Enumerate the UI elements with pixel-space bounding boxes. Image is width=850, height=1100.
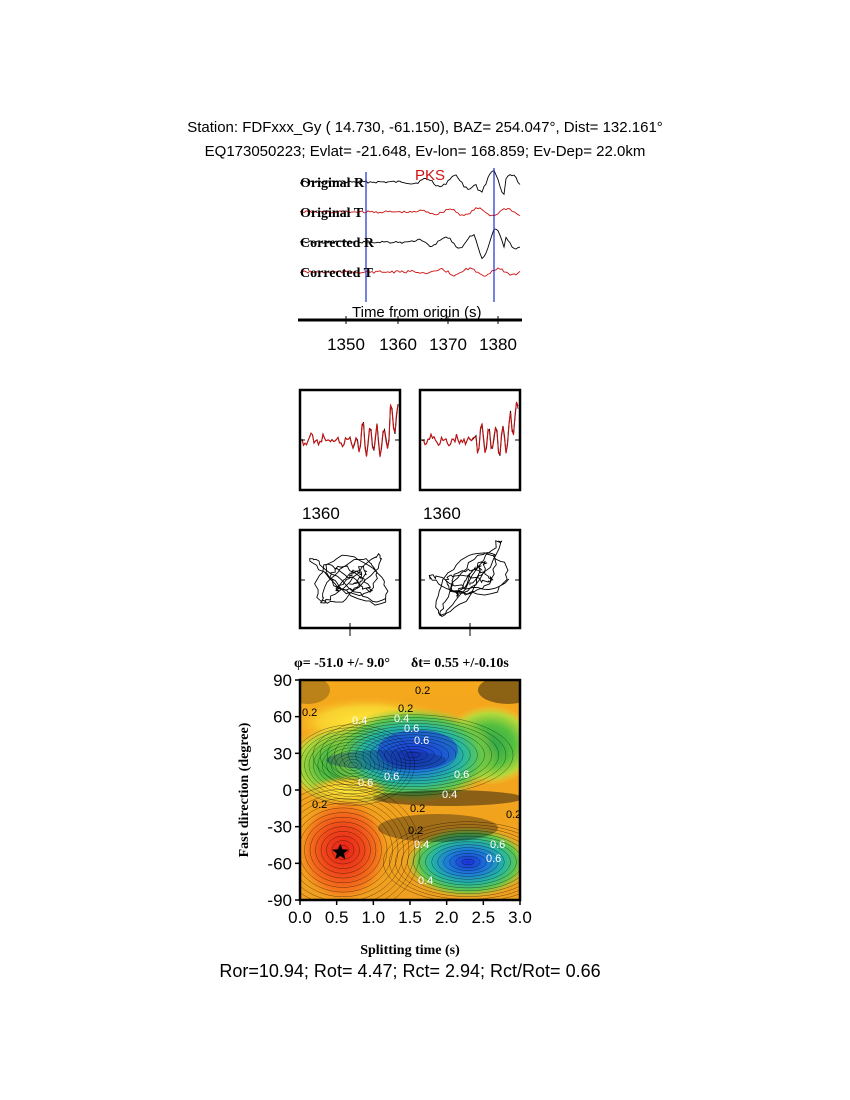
contour-label: 0.4 <box>442 789 458 801</box>
x-axis-ticks <box>288 900 532 927</box>
contour-label: 0.4 <box>418 875 434 887</box>
x-tick-label: 2.0 <box>434 908 459 927</box>
y-tick-label: 30 <box>273 744 292 764</box>
x-tick-label: 1.5 <box>398 908 422 927</box>
contour-label: 0.2 <box>312 799 328 811</box>
waveform-tick-label-left: 1360 <box>302 504 340 523</box>
x-axis-label: Splitting time (s) <box>360 943 460 958</box>
plot-title-phi: φ= -51.0 +/- 9.0° <box>294 656 391 671</box>
contour-label: 0.2 <box>415 685 431 697</box>
y-tick-label: -60 <box>267 854 292 874</box>
waveform-box-right <box>420 390 520 490</box>
splitting-contour-plot <box>228 650 538 965</box>
y-axis-label: Fast direction (degree) <box>237 722 252 858</box>
phase-label: PKS <box>415 167 446 184</box>
y-tick-label: 0 <box>282 781 292 800</box>
contour-label: 0.6 <box>454 769 470 781</box>
contour-label: 0.4 <box>352 715 368 727</box>
plot-title-dt: δt= 0.55 +/-0.10s <box>411 656 509 671</box>
y-tick-label: -30 <box>267 817 292 837</box>
contour-label: 0.6 <box>384 771 400 783</box>
time-axis-label: Time from origin (s) <box>352 304 482 321</box>
contour-label: 0.4 <box>394 713 410 725</box>
time-tick-label: 1380 <box>479 335 517 354</box>
contour-label: 0.2 <box>398 703 414 715</box>
y-axis-ticks <box>267 671 300 910</box>
station-info-line: Station: FDFxxx_Gy ( 14.730, -61.150), BAZ= 254.047°, Dist= 132.161° <box>187 119 663 136</box>
x-tick-label: 0.0 <box>288 908 312 927</box>
time-tick-label: 1350 <box>327 335 365 354</box>
event-info-line: EQ173050223; Evlat= -21.648, Ev-lon= 168.859; Ev-Dep= 22.0km <box>204 143 646 160</box>
waveform-box-left <box>300 390 400 490</box>
contour-label: 0.2 <box>410 803 426 815</box>
trace-label-original-r: Original R <box>300 176 365 191</box>
waveform-overlay-panels <box>290 380 540 640</box>
contour-label: 0.4 <box>414 839 430 851</box>
contour-label: 0.2 <box>302 707 318 719</box>
contour-label: 0.6 <box>404 723 420 735</box>
contour-label: 0.6 <box>490 839 506 851</box>
contour-label: 0.6 <box>358 777 374 789</box>
contour-label: 0.2 <box>408 825 424 837</box>
x-tick-label: 1.0 <box>361 908 386 927</box>
particle-motion-left <box>300 530 400 636</box>
waveform-tick-label-right: 1360 <box>423 504 461 523</box>
x-tick-label: 0.5 <box>324 908 349 927</box>
y-tick-label: 90 <box>273 671 292 690</box>
time-tick-label: 1360 <box>379 335 417 354</box>
x-tick-label: 3.0 <box>508 908 532 927</box>
contour-label: 0.6 <box>414 735 430 747</box>
contour-label: 0.2 <box>506 809 522 821</box>
y-tick-label: -90 <box>267 891 292 910</box>
seismogram-panel <box>290 160 535 360</box>
particle-motion-right <box>420 530 520 636</box>
time-tick-label: 1370 <box>429 335 467 354</box>
trace-label-corrected-r: Corrected R <box>300 236 374 251</box>
trace-label-corrected-t: Corrected T <box>300 266 373 281</box>
trace-label-original-t: Original T <box>300 206 364 221</box>
y-tick-label: 60 <box>273 707 292 727</box>
x-tick-label: 2.5 <box>471 908 496 927</box>
contour-label: 0.6 <box>486 853 502 865</box>
ratio-summary: Ror=10.94; Rot= 4.47; Rct= 2.94; Rct/Rot= 0.66 <box>219 961 601 981</box>
